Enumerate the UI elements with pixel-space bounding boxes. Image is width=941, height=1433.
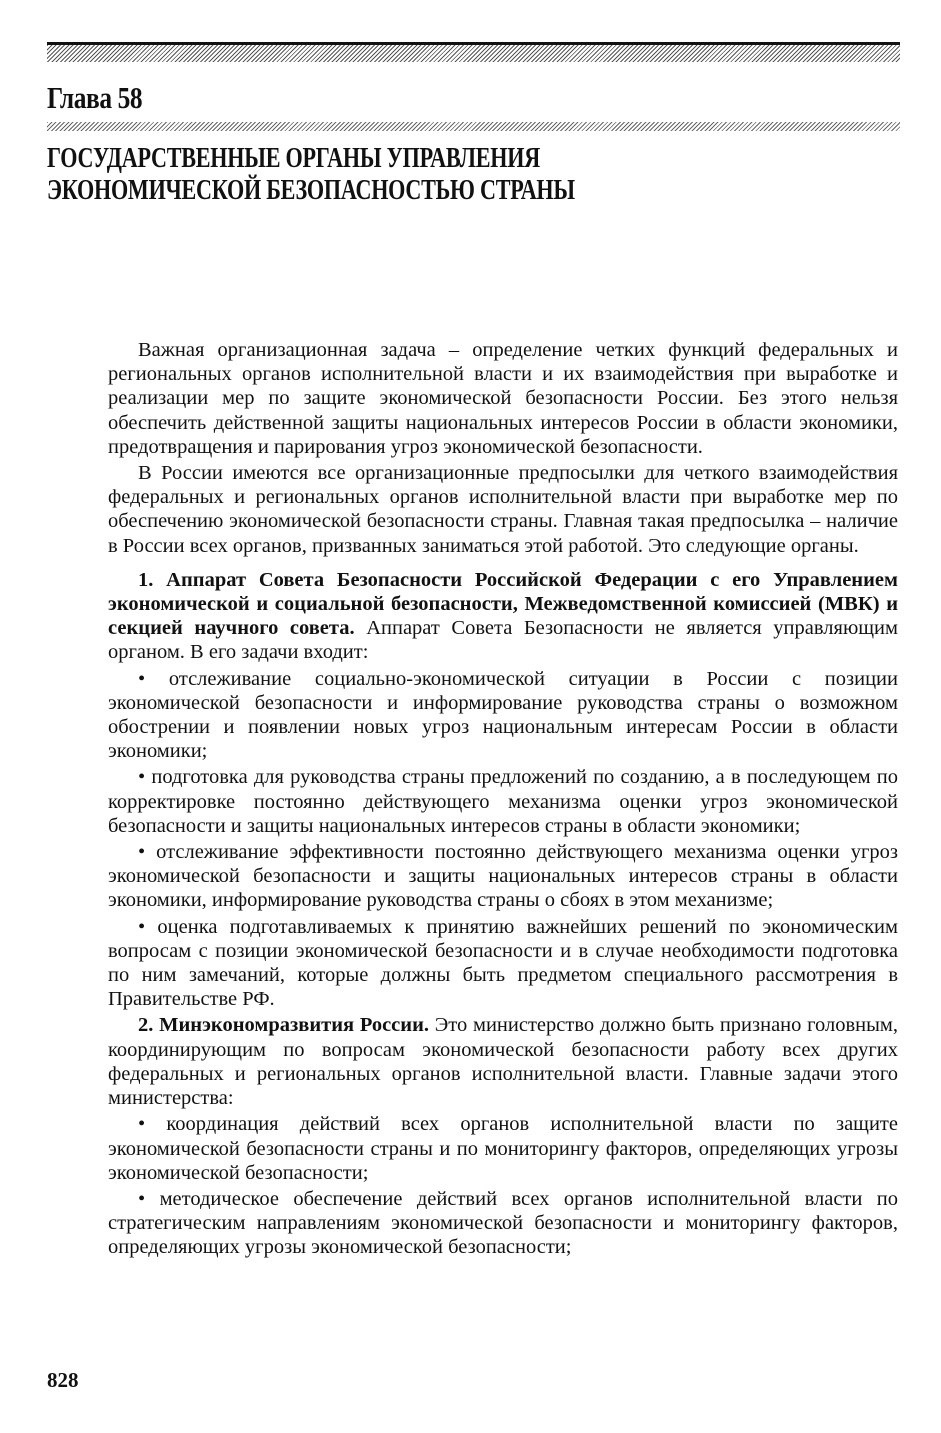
- chapter-title: [47, 143, 837, 207]
- page-number: 828: [47, 1368, 79, 1392]
- chapter-label: Глава 58: [47, 80, 143, 115]
- security-council-text: Аппарат Совета Безопасности не является управляющим органом. В его задачи входит:: [108, 617, 898, 664]
- list-item: • подготовка для руководства страны предложений по созданию, а в последующем по корректировке постоянно действующего механизма оценки угроз экономической безопасности и защиты национальных интересов страны в области экономики;: [108, 766, 898, 837]
- paragraph-prerequisites: В России имеются все организационные предпосылки для четкого взаимодействия федеральных и региональных органов исполнительной власти при выработке мер по обеспечению экономической безопасности страны. Главная такая предпосылка – наличие в России всех органов, призванных заниматься этой работой. Это следующие органы.: [108, 462, 898, 557]
- list-item: • координация действий всех органов исполнительной власти по защите экономической безопасности страны и по мониторингу факторов, определяющих угрозы экономической безопасности;: [108, 1113, 898, 1184]
- chapter-title-line-1: ГОСУДАРСТВЕННЫЕ ОРГАНЫ УПРАВЛЕНИЯ: [47, 143, 540, 174]
- list-item: • оценка подготавливаемых к принятию важнейших решений по экономическим вопросам с позиции экономической безопасности и в случае необходимости подготовка по ним замечаний, которые должны быть предметом специального рассмотрения в Правительстве РФ.: [108, 915, 898, 1011]
- security-council-heading: 1. Аппарат Совета Безопасности Российской Федерации с его Управлением экономической и социальной безопасности, Межведомственной комиссией (МВК) и секцией научного совета.: [108, 568, 898, 640]
- chapter-divider-rule: [47, 122, 900, 131]
- list-item: • методическое обеспечение действий всех органов исполнительной власти по стратегическим направлениям экономической безопасности и мониторингу факторов, определяющих угрозы экономической безопасности;: [108, 1187, 898, 1259]
- list-item: • отслеживание социально-экономической ситуации в России с позиции экономической безопасности и информирование руководства страны о возможном обострении и появлении новых угроз национальным интересам России в области экономики;: [108, 667, 898, 763]
- list-item: • отслеживание эффективности постоянно действующего механизма оценки угроз экономической безопасности и защиты национальных интересов страны в области экономики, информирование руководства страны о сбоях в этом механизме;: [108, 841, 898, 912]
- ministry-text: Это министерство должно быть признано головным, координирующим по вопросам экономической безопасности работу всех других федеральных и региональных органов исполнительной власти. Главные задачи этого министерства:: [108, 1014, 898, 1110]
- chapter-title-line-2: ЭКОНОМИЧЕСКОЙ БЕЗОПАСНОСТЬЮ СТРАНЫ: [47, 175, 575, 206]
- body-text: [108, 338, 898, 1260]
- paragraph-security-council: [108, 568, 898, 665]
- paragraph-ministry: [108, 1013, 898, 1110]
- ministry-heading: 2. Минэкономразвития России.: [138, 1014, 430, 1037]
- top-decorative-rule: [47, 42, 900, 62]
- paragraph-intro: Важная организационная задача – определение четких функций федеральных и региональных органов исполнительной власти и их взаимодействия при выработке и реализации мер по защите экономической безопасности России. Без этого нельзя обеспечить действенной защиты национальных интересов России в области экономики, предотвращения и парирования угроз экономической безопасности.: [108, 339, 898, 458]
